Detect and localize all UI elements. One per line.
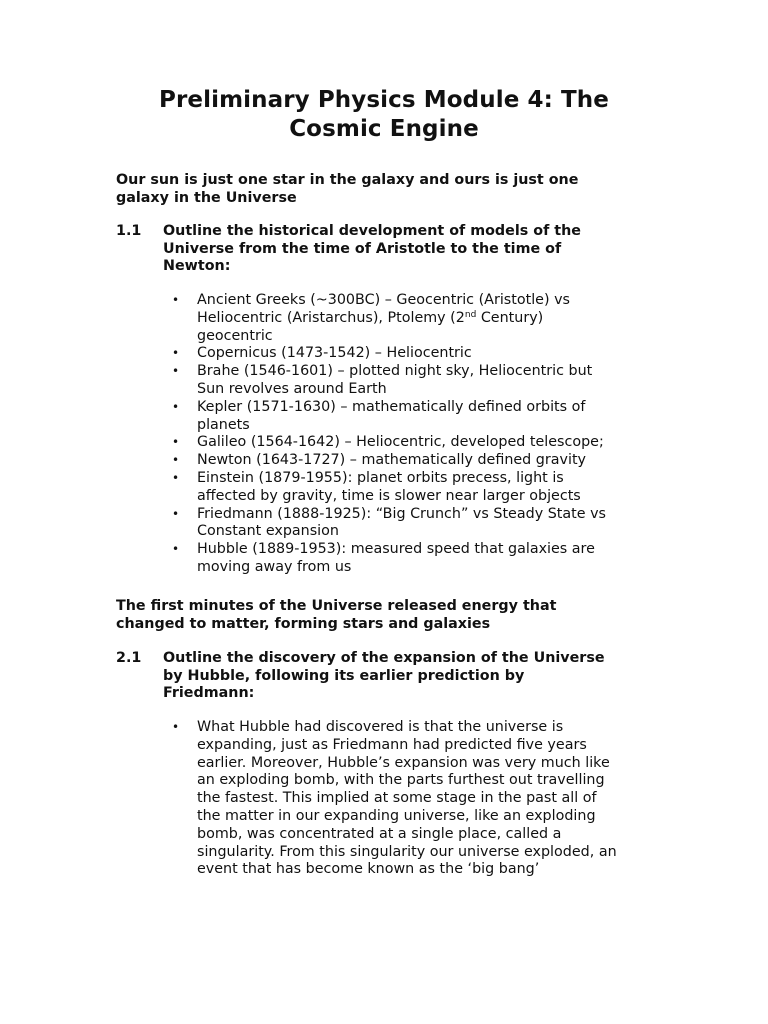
list-item-line: Einstein (1879-1955): planet orbits precess, light is [197, 469, 564, 486]
list-item-line: Brahe (1546-1601) – plotted night sky, Heliocentric but [197, 363, 593, 380]
list-item-line: Friedmann (1888-1925): “Big Crunch” vs Steady State vs [197, 505, 606, 522]
list-item [172, 292, 662, 345]
intro-statement-1 [116, 172, 656, 207]
list-item-line: moving away from us [197, 558, 352, 575]
list-item-text: Century) [476, 309, 544, 326]
list-item [172, 719, 662, 879]
intro-1-line-1: Our sun is just one star in the galaxy and ours is just one [116, 172, 579, 188]
section-1-heading-line-2: Universe from the time of Aristotle to the time of [163, 240, 562, 257]
list-item-line: affected by gravity, time is slower near larger objects [197, 487, 581, 504]
bullet-icon: • [172, 435, 180, 450]
title-line-2: Cosmic Engine [289, 116, 479, 142]
bullet-icon: • [172, 470, 180, 485]
list-item-line: the fastest. This implied at some stage in the past all of [197, 790, 597, 807]
intro-statement-2 [116, 598, 656, 633]
document-title [100, 86, 668, 144]
list-item-line: Ancient Greeks (~300BC) – Geocentric (Aristotle) vs [197, 292, 571, 308]
list-item-line: Hubble (1889-1953): measured speed that galaxies are [197, 541, 595, 558]
list-item-line [197, 310, 662, 328]
list-item [172, 363, 662, 399]
section-1-heading-line-1: Outline the historical development of models of the [163, 223, 581, 239]
list-item-line: event that has become known as the ‘big bang’ [197, 861, 540, 878]
list-item [172, 345, 662, 363]
list-item-line: singularity. From this singularity our universe exploded, an [197, 843, 617, 860]
list-item-line: Constant expansion [197, 523, 339, 540]
intro-1-line-2: galaxy in the Universe [116, 189, 297, 206]
list-item-line: the matter in our expanding universe, like an exploding [197, 807, 596, 824]
section-1-heading-line-3: Newton: [163, 258, 231, 274]
list-item [172, 541, 662, 577]
list-item-line: Galileo (1564-1642) – Heliocentric, developed telescope; [197, 434, 604, 451]
list-item [172, 506, 662, 542]
bullet-icon: • [172, 453, 180, 468]
list-item-line: expanding, just as Friedmann had predicted five years [197, 736, 587, 753]
bullet-icon: • [172, 364, 180, 379]
bullet-icon: • [172, 293, 180, 307]
section-2-heading-line-3: Friedmann: [163, 685, 255, 701]
intro-2-line-2: changed to matter, forming stars and galaxies [116, 615, 491, 632]
list-item [172, 434, 662, 452]
list-item [172, 470, 662, 506]
list-item [172, 452, 662, 470]
list-item-line: geocentric [197, 327, 273, 344]
list-item-line: planets [197, 416, 250, 433]
section-2-bullet-list [172, 719, 662, 879]
section-1-number: 1.1 [116, 223, 142, 239]
section-1-bullet-list [172, 292, 662, 577]
title-line-1: Preliminary Physics Module 4: The [159, 87, 609, 113]
superscript: nd [464, 309, 477, 320]
list-item [172, 399, 662, 435]
list-item-line: Kepler (1571-1630) – mathematically defined orbits of [197, 398, 586, 415]
list-item-line: bomb, was concentrated at a single place, called a [197, 825, 562, 842]
section-2-heading-line-1: Outline the discovery of the expansion of the Universe [163, 650, 605, 666]
section-2-number: 2.1 [116, 650, 142, 666]
bullet-icon: • [172, 506, 180, 521]
section-2-heading-line-2: by Hubble, following its earlier prediction by [163, 667, 525, 684]
intro-2-line-1: The first minutes of the Universe released energy that [116, 598, 557, 614]
bullet-icon: • [172, 399, 180, 414]
list-item-line: an exploding bomb, with the parts furthest out travelling [197, 772, 605, 789]
list-item-line: Newton (1643-1727) – mathematically defined gravity [197, 452, 587, 469]
list-item-line: Copernicus (1473-1542) – Heliocentric [197, 345, 472, 362]
list-item-text: Heliocentric (Aristarchus), Ptolemy (2 [197, 309, 465, 326]
list-item-line: What Hubble had discovered is that the universe is [197, 719, 564, 735]
bullet-icon: • [172, 542, 180, 557]
bullet-icon: • [172, 720, 180, 734]
list-item-line: Sun revolves around Earth [197, 380, 387, 397]
bullet-icon: • [172, 346, 180, 361]
list-item-line: earlier. Moreover, Hubble’s expansion was very much like [197, 754, 610, 771]
